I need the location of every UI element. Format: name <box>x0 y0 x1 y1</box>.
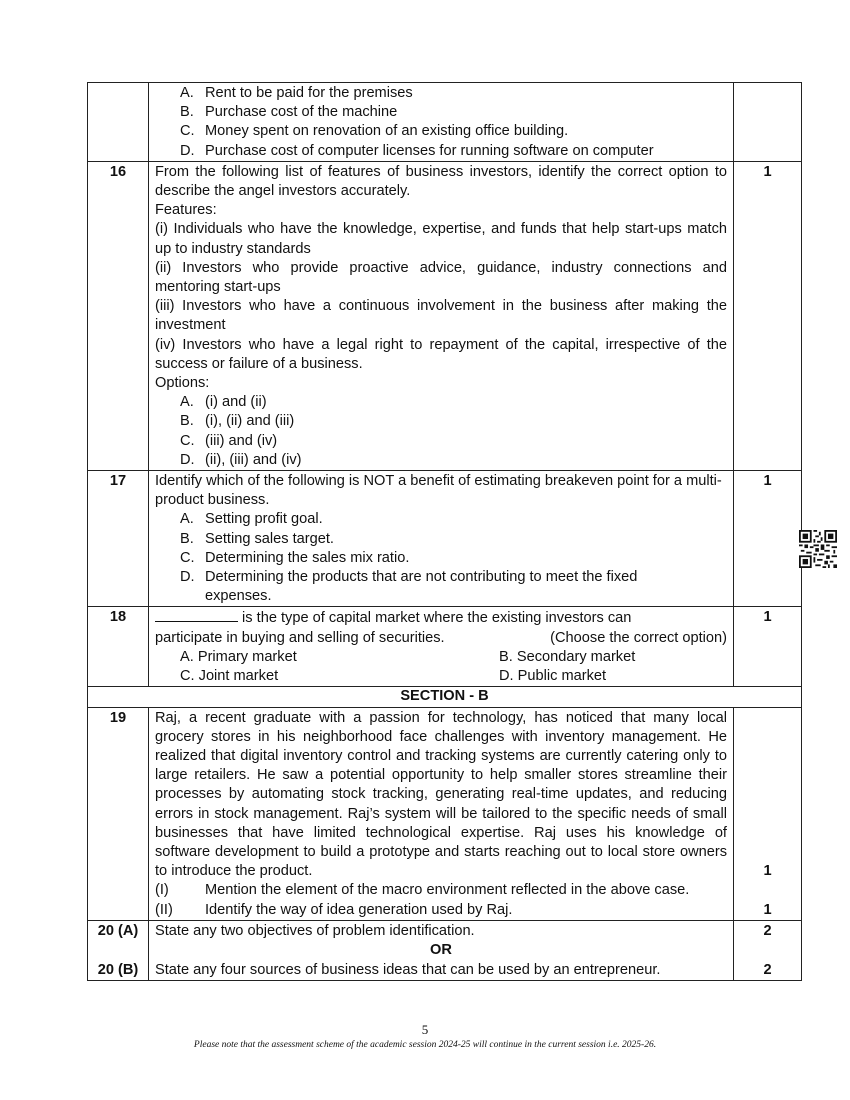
option-row: B. Setting sales target. <box>180 530 334 547</box>
q15-marks-cell <box>734 83 802 162</box>
question-stem: From the following list of features of business investors, identify the correct option to describe the angel investors accurately. <box>155 163 727 200</box>
question-stem-line1: is the type of capital market where the existing investors can <box>155 608 727 628</box>
option-row: A. Setting profit goal. <box>180 511 323 528</box>
section-row <box>88 687 802 707</box>
q16-body <box>149 161 734 470</box>
q15-row <box>88 83 802 162</box>
sub-question: (II) Identify the way of idea generation used by Raj. <box>155 901 513 918</box>
question-marks: 1 <box>763 901 772 918</box>
q15-options <box>149 83 734 162</box>
feature-item: (iii) Investors who have a continuous involvement in the business after making the investment <box>155 298 727 334</box>
option-row: C. (iii) and (iv) <box>180 432 278 449</box>
option-row: C. Joint market D. Public market <box>180 668 607 685</box>
section-heading: SECTION - B <box>88 687 802 707</box>
q18-row <box>88 607 802 687</box>
feature-item: (i) Individuals who have the knowledge, expertise, and funds that help start-ups match up to industry standards <box>155 221 727 257</box>
option-row: B. (i), (ii) and (iii) <box>180 413 295 430</box>
q19-marks-cell <box>734 707 802 920</box>
question-marks: 2 <box>734 920 802 941</box>
question-marks: 2 <box>734 960 802 981</box>
q19-row <box>88 707 802 920</box>
options-label: Options: <box>155 375 210 392</box>
q20b-row <box>88 960 802 981</box>
q17-row <box>88 471 802 607</box>
q20a-text: State any two objectives of problem identification. <box>149 920 734 941</box>
option-row: C. Money spent on renovation of an existing office building. <box>180 123 569 140</box>
question-number: 19 <box>88 707 149 920</box>
sub-question: (I) Mention the element of the macro environment reflected in the above case. <box>155 882 690 899</box>
features-label: Features: <box>155 202 217 219</box>
question-number: 20 (A) <box>88 920 149 941</box>
option-row: A. Primary market B. Secondary market <box>180 648 636 665</box>
option-row: D. Determining the products that are not contributing to meet the fixed expenses. <box>180 569 638 605</box>
option-row: A. (i) and (ii) <box>180 394 267 411</box>
question-table <box>87 82 802 981</box>
q17-body <box>149 471 734 607</box>
answer-blank <box>155 608 238 622</box>
question-marks: 1 <box>734 471 802 607</box>
q20a-row <box>88 920 802 941</box>
question-number: 16 <box>88 161 149 470</box>
q16-row <box>88 161 802 470</box>
question-number: 17 <box>88 471 149 607</box>
option-row: B. Purchase cost of the machine <box>180 104 398 121</box>
page-number: 5 <box>421 1022 429 1037</box>
question-stem-line2: participate in buying and selling of securities. (Choose the correct option) <box>155 629 727 648</box>
q19-body <box>149 707 734 920</box>
q18-body <box>149 607 734 687</box>
question-stem: Identify which of the following is NOT a benefit of estimating breakeven point for a multi-product business. <box>155 473 722 509</box>
option-row: C. Determining the sales mix ratio. <box>180 549 410 566</box>
footer-note: Please note that the assessment scheme of the academic session 2024-25 will continue in the current session i.e. 2025-26. <box>193 1040 657 1050</box>
instruction-text: (Choose the correct option) <box>550 629 727 646</box>
question-marks: 1 <box>734 607 802 687</box>
q15-number-cell <box>88 83 149 162</box>
q20b-text: State any four sources of business ideas that can be used by an entrepreneur. <box>149 960 734 981</box>
option-row: D. Purchase cost of computer licenses for running software on computer <box>180 142 654 159</box>
question-number: 20 (B) <box>88 960 149 981</box>
question-number: 18 <box>88 607 149 687</box>
or-row <box>88 941 802 960</box>
feature-item: (ii) Investors who provide proactive advice, guidance, industry connections and mentoring start-ups <box>155 259 727 296</box>
question-marks: 1 <box>734 161 802 470</box>
question-marks: 1 <box>763 863 772 880</box>
feature-item: (iv) Investors who have a legal right to repayment of the capital, irrespective of the success or failure of a business. <box>155 336 727 372</box>
option-row: D. (ii), (iii) and (iv) <box>180 451 302 468</box>
qr-code-icon <box>799 530 837 568</box>
option-row: A. Rent to be paid for the premises <box>180 85 413 101</box>
or-divider: OR <box>149 941 734 960</box>
case-passage: Raj, a recent graduate with a passion for technology, has noticed that many local grocery stores in his neighborhood face challenges with inventory management. He realized that digital inventory control and tracking systems are currently catering only to large retailers. He saw a potential opportunity to help smaller stores streamline their processes by automating stock tracking, generating real-time updates, and reducing errors in stock management. Raj’s system will be tailored to the specific needs of small businesses that have limited technological expertise. Raj uses his knowledge of software development to build a prototype and starts reaching out to local store owners to introduce the product. <box>155 709 727 880</box>
